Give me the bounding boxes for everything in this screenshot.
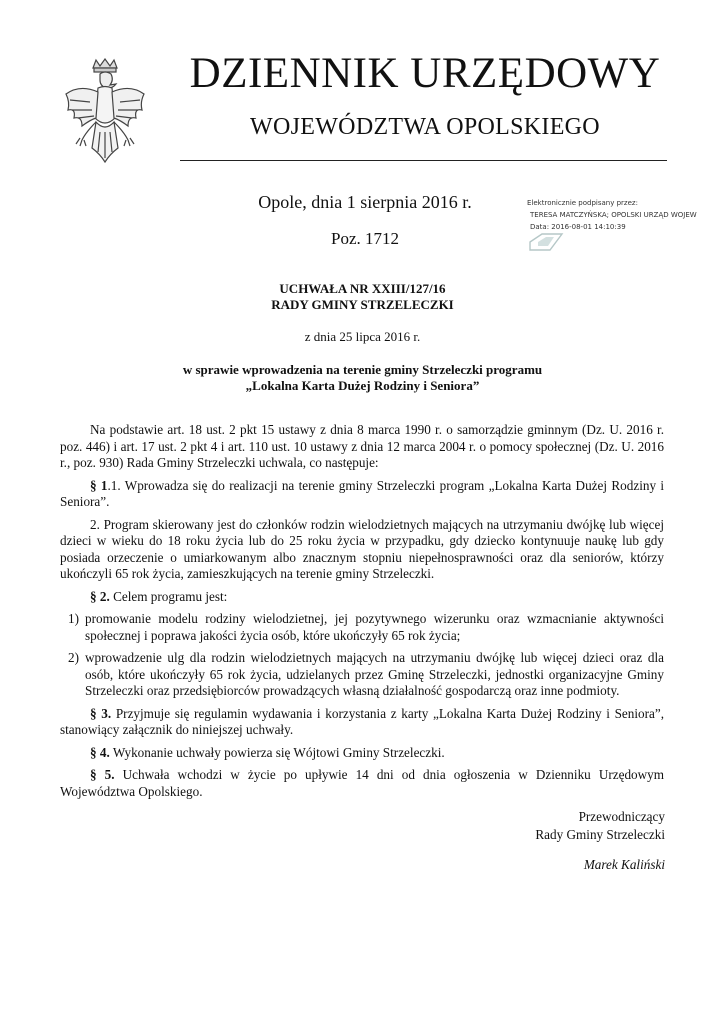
resolution-content <box>60 422 664 806</box>
resolution-date: z dnia 25 lipca 2016 r. <box>304 329 421 344</box>
signature-date: Data: 2016-08-01 14:10:39 <box>530 223 626 231</box>
signature-block <box>535 808 665 874</box>
list-item-text: wprowadzenie ulg dla rodzin wielodzietnych mających na utrzymaniu dwójkę lub więcej dzieci oraz dla osób, które ukończyły 65 rok życia, udzielanych przez Gminę Strzeleczki, jednostki organizacyjne Gminy Strzeleczki oraz przedsiębiorców prowadzących własną działalność gospodarczą oraz inne podmioty. <box>85 650 664 698</box>
paragraph-5-text: Uchwała wchodzi w życie po upływie 14 dni od dnia ogłoszenia w Dzienniku Urzędowym Województwa Opolskiego. <box>60 767 665 799</box>
signatory-role: Przewodniczący <box>578 809 665 824</box>
resolution-subject-line1: w sprawie wprowadzenia na terenie gminy Strzeleczki programu <box>182 362 543 377</box>
paragraph-1-text: .1. Wprowadza się do realizacji na terenie gminy Strzeleczki program „Lokalna Karta Dużej Rodziny i Seniora”. <box>60 477 665 509</box>
list-item <box>60 611 664 644</box>
paragraph-4-text: Wykonanie uchwały powierza się Wójtowi Gminy Strzeleczki. <box>109 744 445 760</box>
list-item-number: 1) <box>68 611 79 626</box>
resolution-body: RADY GMINY STRZELECZKI <box>271 297 454 312</box>
electronic-signature-stamp <box>527 197 722 233</box>
paragraph-1 <box>60 478 664 511</box>
paragraph-3 <box>60 706 664 739</box>
signatory-name: Marek Kaliński <box>583 857 665 872</box>
list-item-number: 2) <box>68 650 79 665</box>
paragraph-5 <box>60 767 664 800</box>
paragraph-2-text: Celem programu jest: <box>109 588 228 604</box>
paragraph-4 <box>60 745 664 762</box>
paragraph-3-text: Przyjmuje się regulamin wydawania i korzystania z karty „Lokalna Karta Dużej Rodziny i Seniora”, stanowiący załącznik do niniejszej uchwały. <box>60 705 665 737</box>
signatory-council: Rady Gminy Strzeleczki <box>535 827 665 842</box>
paragraph-4-mark: § 4. <box>90 744 110 760</box>
list-item-text: promowanie modelu rodziny wielodzietnej, jej pozytywnego wizerunku oraz wzmacnianie aktywności społecznej i poprawa jakości życia osób, które ukończyły 65 rok życia; <box>85 611 664 643</box>
legal-basis-paragraph: Na podstawie art. 18 ust. 2 pkt 15 ustawy z dnia 8 marca 1990 r. o samorządzie gminnym (Dz. U. 2016 r. poz. 446) i art. 17 ust. 2 pkt 4 i art. 110 ust. 10 ustawy z dnia 12 marca 2004 r. o pomocy społecznej (Dz. U. 2016 r., poz. 930) Rada Gminy Strzeleczki uchwala, co następuje: <box>60 422 664 470</box>
signature-logo-icon <box>528 232 564 252</box>
paragraph-3-mark: § 3. <box>90 705 112 721</box>
list-item <box>60 650 664 700</box>
signature-signer: TERESA MATCZYŃSKA; OPOLSKI URZĄD WOJEW <box>530 211 697 219</box>
resolution-number: UCHWAŁA NR XXIII/127/16 <box>279 281 446 296</box>
journal-title: DZIENNIK URZĘDOWY <box>189 50 661 97</box>
signature-label: Elektronicznie podpisany przez: <box>527 199 638 207</box>
eagle-emblem-icon <box>60 58 150 168</box>
paragraph-2 <box>60 589 664 606</box>
paragraph-2-mark: § 2. <box>90 588 110 604</box>
paragraph-1-mark: § 1 <box>90 477 108 493</box>
journal-subtitle: WOJEWÓDZTWA OPOLSKIEGO <box>250 114 600 140</box>
publication-date: Opole, dnia 1 sierpnia 2016 r. <box>258 192 472 212</box>
resolution-subject-line2: „Lokalna Karta Dużej Rodziny i Seniora” <box>245 378 480 393</box>
paragraph-5-mark: § 5. <box>90 767 115 782</box>
paragraph-1-point-2: 2. Program skierowany jest do członków rodzin wielodzietnych mających na utrzymaniu dwójkę lub więcej dzieci w wieku do 18 roku życia lub do 25 roku życia w przypadku, gdy dziecko kontynuuje naukę lub gdy posiada orzeczenie o umiarkowanym albo znacznym stopniu niepełnosprawności oraz dla seniorów, którzy ukończyli 65 rok życia, zamieszkujących na terenie gminy Strzeleczki. <box>60 516 664 581</box>
position-number: Poz. 1712 <box>331 229 399 248</box>
header-divider <box>180 160 667 161</box>
